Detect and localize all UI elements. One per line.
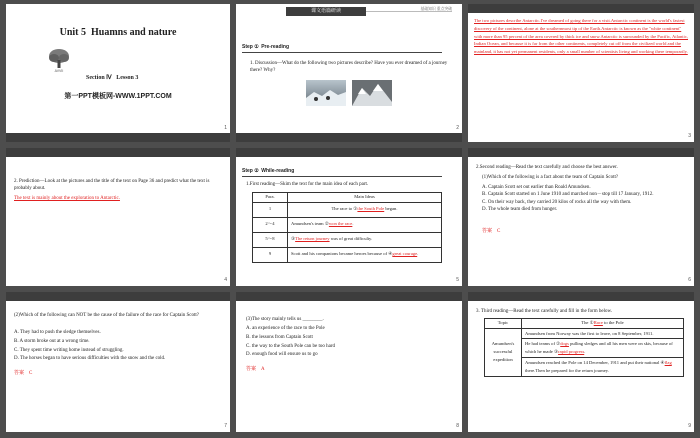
question-text: (3)The story mainly tells us ________. [246, 317, 324, 322]
table-row [485, 319, 684, 329]
bottom-bar [236, 133, 462, 142]
detail-prefix: He had teams of ② [525, 341, 561, 347]
slide-number: 2 [456, 124, 459, 131]
slide-number: 9 [688, 422, 691, 429]
slide-number: 7 [224, 422, 227, 429]
picture-two [352, 80, 392, 106]
answer-value: C [497, 229, 501, 234]
detail-middle: pulling sledges and all his men were on skis, because of which he made ③ [525, 341, 673, 355]
main-ideas-table [252, 192, 442, 263]
topic-label: Topic [485, 319, 522, 329]
step-underline [242, 176, 442, 177]
option-d: D. The horses began to have serious difficulties with the snow and the cold. [14, 356, 166, 362]
slide-title [6, 26, 230, 41]
idea-cell [288, 202, 442, 217]
answer-line [482, 228, 500, 235]
topic-prefix: The ① [581, 320, 594, 325]
answer-text: The text is mainly about the exploration to Antarctic. [14, 196, 120, 201]
row-label: Amundsen's successful expedition [485, 328, 522, 376]
answer-label: 答案 [246, 367, 257, 372]
unit-title: Huamns and nature [91, 27, 177, 38]
idea-answer: The return journey [295, 236, 330, 242]
table-row [253, 217, 442, 232]
detail-suffix: there.Then he prepared for the return journey. [525, 367, 609, 373]
table-row [253, 247, 442, 262]
tree-logo [46, 48, 72, 72]
logo-text: AVVII [54, 68, 64, 73]
answer-label: 答案 [14, 371, 25, 376]
option-c: C. They spent time writing home instead of struggling. [14, 347, 124, 353]
option-a: A. They had to push the sledge themselves. [14, 330, 101, 335]
slide-number: 4 [224, 276, 227, 283]
slide-6[interactable] [468, 148, 694, 286]
para-cell: 1 [253, 202, 288, 217]
slide-2[interactable] [236, 4, 462, 142]
question-text: (2)Which of the following can NOT be the cause of the failure of the race for Captain Scott? [14, 313, 199, 318]
site-watermark: 第一PPT模板网-WWW.1PPT.COM [64, 93, 172, 100]
header-para: Para. [253, 193, 288, 203]
question-text: 3. Third reading—Read the text carefully and fill in the form below. [476, 309, 613, 314]
top-bar [468, 292, 694, 301]
header-band [236, 7, 462, 17]
step-label: Step ② [242, 168, 259, 174]
slide-number: 5 [456, 276, 459, 283]
answer-value: A [261, 367, 265, 372]
idea-suffix: . [352, 221, 354, 227]
option-c: C. On their way back, they carried 20 kilos of rocks all the way with them. [482, 199, 632, 205]
topic-suffix: to the Pole [602, 320, 624, 325]
idea-prefix: ③ [291, 236, 296, 242]
slide-4[interactable] [6, 148, 230, 286]
option-a: A. Captain Scott set out earlier than Roald Amundsen. [482, 185, 591, 190]
bottom-bar [6, 133, 230, 142]
detail-answer-2: rapid progress [558, 349, 585, 355]
picture-one [306, 80, 346, 106]
idea-suffix: . [417, 251, 419, 257]
answer-line [246, 366, 265, 373]
para-cell: 2～4 [253, 217, 288, 232]
top-bar [236, 292, 462, 301]
table-row [253, 232, 442, 247]
option-b: B. the lessons from Captain Scott [246, 334, 313, 340]
options-list [482, 184, 688, 213]
option-c: C. the way to the South Pole can be too hard [246, 343, 336, 349]
top-bar [468, 4, 694, 13]
header-ideas: Main Ideas [288, 193, 442, 203]
header-sub: 基础知识 重点突破 [420, 7, 452, 11]
topic-answer: Race [593, 320, 603, 325]
slide-number: 8 [456, 422, 459, 429]
snow-landscape-icon [306, 80, 346, 106]
answer-label: 答案 [482, 229, 493, 234]
step-label: Step ① [242, 44, 259, 50]
topic-cell [522, 319, 684, 329]
slide-9[interactable] [468, 292, 694, 432]
slide-3[interactable] [468, 4, 694, 142]
options-list [246, 325, 456, 360]
top-bar [6, 292, 230, 301]
detail-answer: dogs [560, 341, 569, 347]
answer-paragraph: The two pictures describe Antarctic.I've dreamed of going there for a visit.Antarctic continent is the world's fastest discovery of the continent, alone at the southernmost tip of the Earth.Antarctic is known as the "white continent" with more than 95 percent of the area covered by thick ice and snow.Antarctic is surrounded by the Pacific, Atlantic, Indian Ocean, and because it is far from the other continents, completely cut off from the civilized world and the mainland, it has not yet permanent residents, only a small number of scientists living and working there temporarily. [474, 18, 689, 55]
top-bar [468, 148, 694, 157]
detail-answer: flag [664, 360, 672, 366]
detail-suffix: . [584, 349, 586, 355]
detail-cell-1: Amundsen from Norway was the first to leave, on 8 September, 1911. [522, 328, 684, 339]
table-row [485, 328, 684, 339]
option-b: B. A storm broke out at a wrong time. [14, 338, 90, 344]
idea-cell [288, 247, 442, 262]
slide-number: 3 [688, 132, 691, 139]
top-bar [6, 148, 230, 157]
step-heading [242, 168, 442, 177]
option-d: D. enough food will ensure us to go [246, 352, 318, 358]
option-a: A. an experience of the race to the Pole [246, 326, 325, 331]
slide-5[interactable] [236, 148, 462, 286]
detail-cell-2 [522, 339, 684, 358]
idea-cell [288, 232, 442, 247]
slide-1[interactable] [6, 4, 230, 142]
option-d: D. The whole team died from hunger. [482, 206, 558, 212]
answer-line [14, 370, 32, 377]
slide-7[interactable] [6, 292, 230, 432]
detail-cell-3 [522, 358, 684, 377]
idea-cell [288, 217, 442, 232]
fill-form-table [484, 318, 684, 377]
idea-suffix: began. [384, 206, 398, 212]
slide-number: 6 [688, 276, 691, 283]
lesson-label: Lesson 3 [116, 75, 139, 81]
step-heading [242, 44, 442, 53]
table-row [253, 202, 442, 217]
section-lesson [86, 74, 138, 83]
para-cell: 9 [253, 247, 288, 262]
question-text: 2. Prediction—Look at the pictures and the title of the text on Page 36 and predict what the text is probably about. [14, 179, 210, 192]
idea-suffix: was of great difficulty. [329, 236, 373, 242]
slide-8[interactable] [236, 292, 462, 432]
detail-prefix: Amundsen reached the Pole on 14 December, 1911 and put their national ④ [525, 360, 665, 366]
options-list [14, 329, 224, 364]
mountain-icon [352, 80, 392, 106]
question-text: 1. Discussion—What do the following two pictures describe? Have you ever dreamed of a journey there? Why? [250, 61, 448, 74]
sub-question: (1)Which of the following is a fact about the team of Captain Scott? [482, 175, 619, 180]
para-cell: 5～8 [253, 232, 288, 247]
top-bar [236, 148, 462, 157]
answer-value: C [29, 371, 33, 376]
header-pill: 课文语篇研读 [286, 7, 366, 16]
step-title: While-reading [261, 168, 295, 174]
section-label: Section Ⅳ [86, 75, 112, 81]
question-text: 2.Second reading—Read the text carefully and choose the best answer. [476, 165, 618, 170]
step-underline [242, 52, 442, 53]
idea-answer: the South Pole [357, 206, 385, 212]
step-title: Pre-reading [261, 44, 290, 50]
slide-number: 1 [224, 124, 227, 131]
idea-answer: great courage [392, 251, 418, 257]
table-header-row [253, 193, 442, 203]
idea-prefix: Scott and his companions became heroes because of ④ [291, 251, 393, 257]
idea-prefix: The race to ① [331, 206, 358, 212]
idea-prefix: Amundsen's team ② [291, 221, 329, 227]
idea-answer: won the race [328, 221, 353, 227]
unit-label: Unit 5 [59, 27, 86, 38]
option-b: B. Captain Scott started on 1 June 1910 and marched non－stop till 17 January, 1912. [482, 192, 654, 198]
question-text: 1.First reading—Skim the text for the main idea of each part. [246, 182, 369, 187]
